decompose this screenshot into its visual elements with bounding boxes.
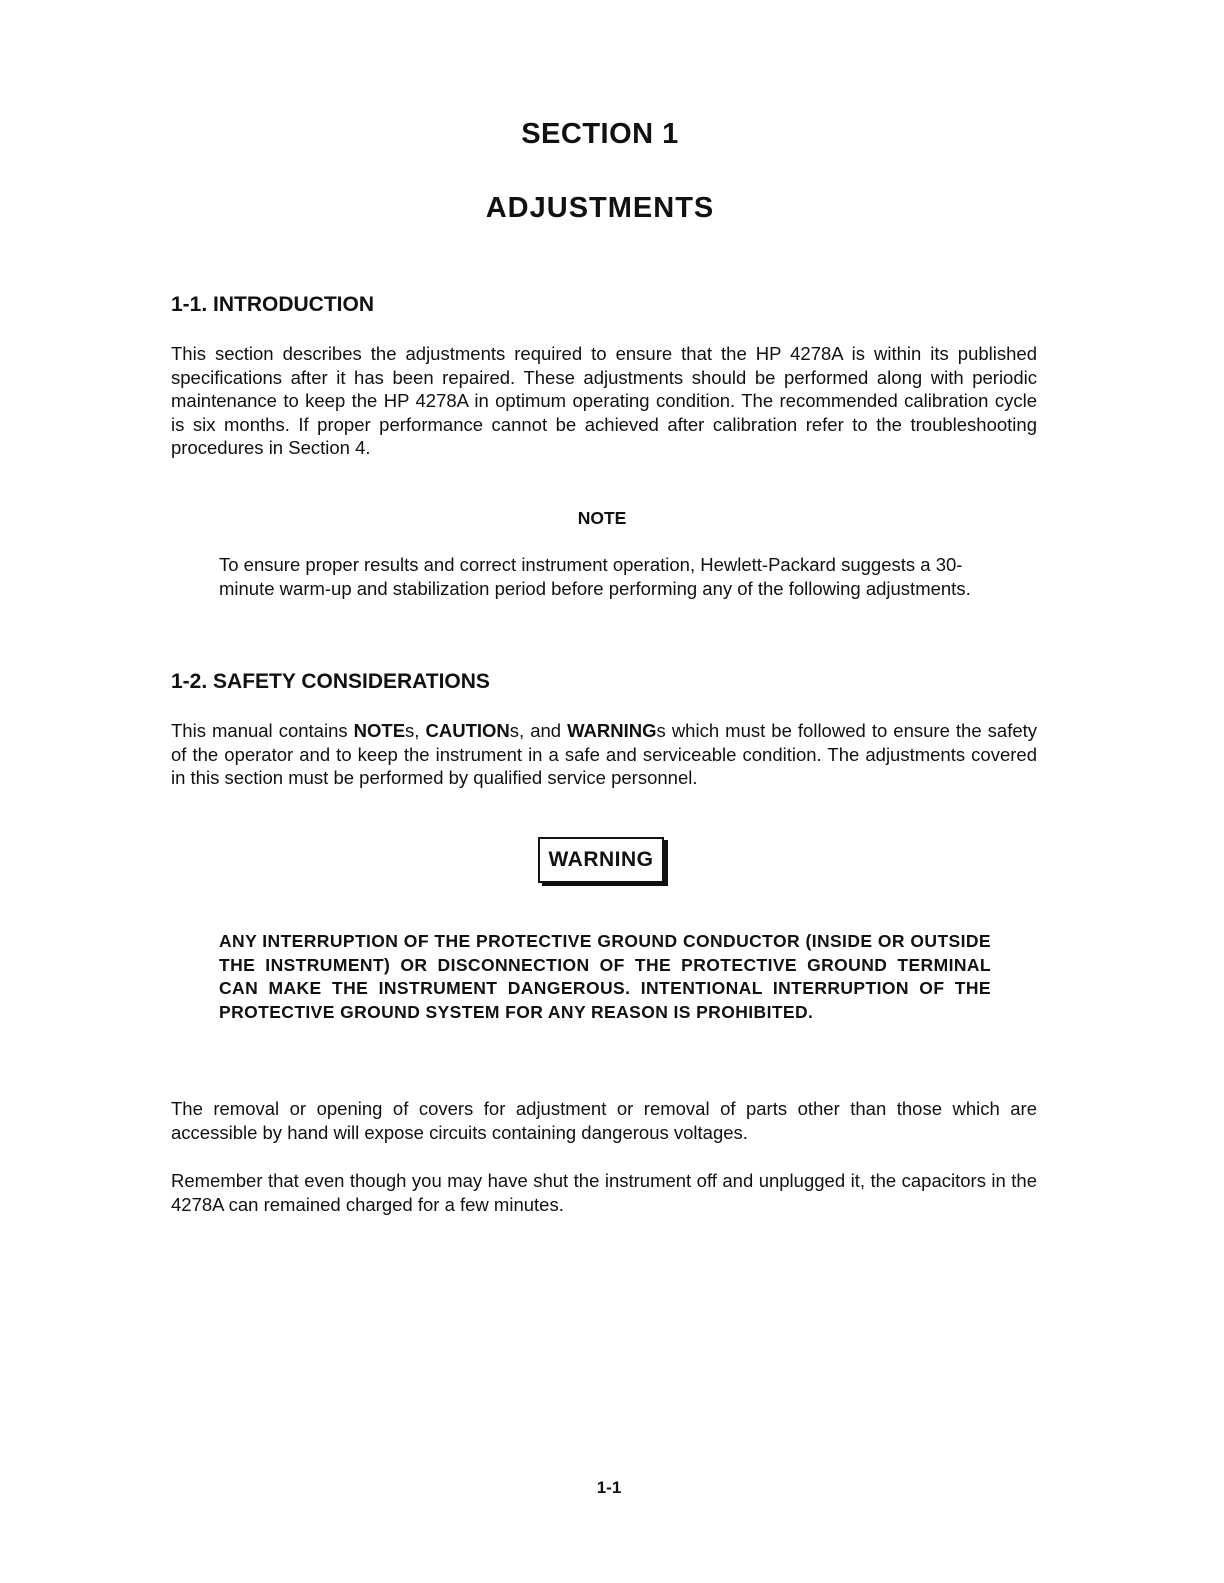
cautions-keyword: CAUTION — [425, 720, 510, 741]
safety-text-s1: s, — [405, 720, 426, 741]
safety-text-s2: s, and — [509, 720, 568, 741]
warnings-keyword: WARNING — [567, 720, 657, 741]
remember-paragraph: Remember that even though you may have shut the instrument off and unplugged it, the capacitors in the 4278A can remained charged for a few minutes. — [171, 1170, 1037, 1215]
section-title: ADJUSTMENTS — [485, 192, 715, 224]
safety-heading: 1-2. SAFETY CONSIDERATIONS — [171, 670, 490, 693]
introduction-paragraph: This section describes the adjustments required to ensure that the HP 4278A is within its published specifications after it has been repaired. These adjustments should be performed along with periodic maintenance to keep the HP 4278A in optimum operating condition. The recommended calibration cycle is six months. If proper performance cannot be achieved after calibration refer to the troubleshooting procedures in Section 4. — [171, 343, 1037, 459]
warning-label: WARNING — [548, 848, 654, 871]
page-number: 1-1 — [596, 1478, 622, 1497]
removal-paragraph: The removal or opening of covers for adjustment or removal of parts other than those which are accessible by hand will expose circuits containing dangerous voltages. — [171, 1098, 1037, 1143]
section-number: SECTION 1 — [521, 118, 679, 150]
safety-paragraph — [171, 719, 1037, 790]
introduction-heading: 1-1. INTRODUCTION — [171, 293, 375, 316]
safety-text-part1: This manual contains — [171, 720, 354, 741]
note-text: To ensure proper results and correct instrument operation, Hewlett-Packard suggests a 30-minute warm-up and stabilization period before performing any of the following adjustments. — [219, 554, 971, 599]
warning-label-box — [538, 837, 664, 883]
note-label: NOTE — [577, 508, 627, 528]
safety-text-part2: s which must be followed to ensure the safety of the operator and to keep the instrument in a safe and serviceable condition. The adjustments covered in this section must be performed by qualified service personnel. — [171, 720, 1038, 789]
warning-text: ANY INTERRUPTION OF THE PROTECTIVE GROUND CONDUCTOR (INSIDE OR OUTSIDE THE INSTRUMENT) OR DISCONNECTION OF THE PROTECTIVE GROUND TERMINAL CAN MAKE THE INSTRUMENT DANGEROUS. INTENTIONAL INTERRUPTION OF THE PROTECTIVE GROUND SYSTEM FOR ANY REASON IS PROHIBITED. — [219, 931, 991, 1022]
notes-keyword: NOTE — [353, 720, 406, 741]
